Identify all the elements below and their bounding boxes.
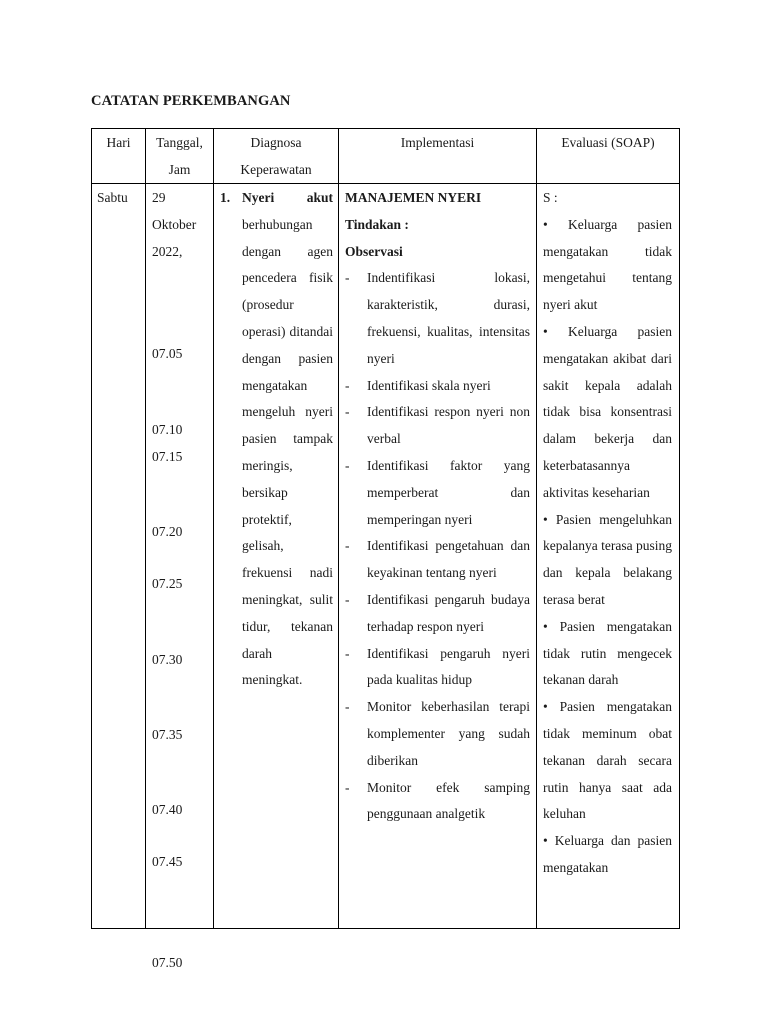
- list-item: [345, 775, 530, 829]
- dash-bullet: -: [345, 645, 350, 661]
- soap-s-label: S :: [543, 190, 558, 205]
- day-value: Sabtu: [97, 190, 128, 205]
- dash-bullet: -: [345, 377, 350, 393]
- header-evaluasi-label: Evaluasi (SOAP): [561, 135, 655, 150]
- implementation-content: [345, 185, 530, 828]
- list-item: [345, 453, 530, 533]
- cell-hari: [92, 184, 146, 929]
- list-item-text: Monitor efek samping penggunaan analgetik: [367, 779, 530, 822]
- time-entry: 07.35: [152, 727, 183, 742]
- evaluation-list: [543, 212, 672, 882]
- tindakan-label: Tindakan :: [345, 216, 409, 232]
- list-item: • Keluarga pasien mengatakan akibat dari sakit kepala adalah tidak bisa konsentrasi dalam bekerja dan keterbatasannya aktivitas keseharian: [543, 323, 672, 500]
- time-entry: 07.50: [152, 955, 183, 970]
- header-implementasi-label: Implementasi: [400, 135, 475, 150]
- diagnosis-text: [242, 185, 333, 694]
- date-month: Oktober: [152, 216, 197, 232]
- list-item: • Pasien mengatakan tidak rutin mengecek tekanan darah: [543, 618, 672, 688]
- list-item: • Keluarga dan pasien mengatakan: [543, 833, 672, 875]
- header-tanggal-label: Tanggal,: [156, 135, 203, 150]
- cell-evaluasi: [537, 184, 680, 929]
- list-item: [345, 399, 530, 453]
- list-item-text: Identifikasi pengaruh nyeri pada kualitas hidup: [367, 645, 530, 688]
- time-entry: 07.10: [152, 422, 183, 437]
- header-keperawatan-label: Keperawatan: [240, 162, 312, 177]
- list-item-text: Indentifikasi lokasi, karakteristik, durasi, frekuensi, kualitas, intensitas nyeri: [367, 270, 530, 366]
- dash-bullet: -: [345, 779, 350, 795]
- header-diagnosa: [214, 129, 339, 184]
- dash-bullet: -: [345, 457, 350, 473]
- diagnosis-heading: Nyeri akut: [242, 190, 333, 205]
- table-header-row: [92, 129, 680, 184]
- header-diagnosa-label: Diagnosa: [250, 135, 302, 150]
- time-entry: 07.30: [152, 652, 183, 667]
- dash-bullet: -: [345, 699, 350, 715]
- header-implementasi: [339, 129, 537, 184]
- time-entry: 07.25: [152, 576, 183, 591]
- list-item: • Pasien mengatakan tidak meminum obat tekanan darah secara rutin hanya saat ada keluhan: [543, 699, 672, 822]
- cell-tanggal-jam: [146, 184, 214, 970]
- table-row: [92, 184, 680, 929]
- header-jam-label: Jam: [168, 162, 191, 177]
- list-item-text: Monitor keberhasilan terapi komplementer yang sudah diberikan: [367, 699, 530, 768]
- list-item: [345, 533, 530, 587]
- cell-diagnosa: [214, 184, 339, 929]
- list-item: [345, 587, 530, 641]
- evaluation-content: [543, 185, 672, 882]
- list-item: [345, 641, 530, 695]
- dash-bullet: -: [345, 270, 350, 286]
- time-entry: 07.15: [152, 449, 183, 464]
- list-item: • Keluarga pasien mengatakan tidak mengetahui tentang nyeri akut: [543, 216, 672, 313]
- diagnosis-number: 1.: [220, 190, 231, 205]
- time-entry: 07.20: [152, 524, 183, 539]
- date-day: 29: [152, 190, 166, 205]
- dash-bullet: -: [345, 591, 350, 607]
- implementation-heading: MANAJEMEN NYERI: [345, 190, 482, 205]
- date-year: 2022,: [152, 243, 183, 259]
- time-entry: 07.40: [152, 802, 183, 817]
- list-item-text: Identifikasi respon nyeri non verbal: [367, 404, 530, 447]
- header-evaluasi: [537, 129, 680, 184]
- list-item-text: Identifikasi pengetahuan dan keyakinan tentang nyeri: [367, 538, 530, 581]
- progress-notes-table: [91, 128, 680, 970]
- cell-implementasi: [339, 184, 537, 929]
- implementation-list: [345, 265, 530, 828]
- dash-bullet: -: [345, 538, 350, 554]
- date-value: [152, 185, 196, 265]
- header-tanggal-jam: [146, 129, 214, 184]
- list-item: [345, 265, 530, 372]
- observasi-label: Observasi: [345, 243, 403, 259]
- time-entry: 07.45: [152, 854, 183, 869]
- list-item-text: Identifikasi faktor yang memperberat dan memperingan nyeri: [367, 457, 530, 527]
- list-item-text: Identifikasi pengaruh budaya terhadap respon nyeri: [367, 591, 530, 634]
- page-title: CATATAN PERKEMBANGAN: [91, 93, 291, 109]
- list-item: [345, 694, 530, 774]
- time-entry: 07.05: [152, 346, 183, 361]
- list-item-text: Identifikasi skala nyeri: [367, 377, 491, 393]
- header-hari-label: Hari: [106, 135, 131, 150]
- dash-bullet: -: [345, 404, 350, 420]
- list-item: [345, 373, 530, 400]
- header-hari: [92, 129, 146, 184]
- list-item: • Pasien mengeluhkan kepalanya terasa pusing dan kepala belakang terasa berat: [543, 511, 672, 607]
- diagnosis-description: berhubungan dengan agen pencedera fisik (prosedur operasi) ditandai dengan pasien mengatakan mengeluh nyeri pasien tampak meringis, bersikap protektif, gelisah, frekuensi nadi meningkat, sulit tidur, tekanan darah meningkat.: [242, 216, 333, 688]
